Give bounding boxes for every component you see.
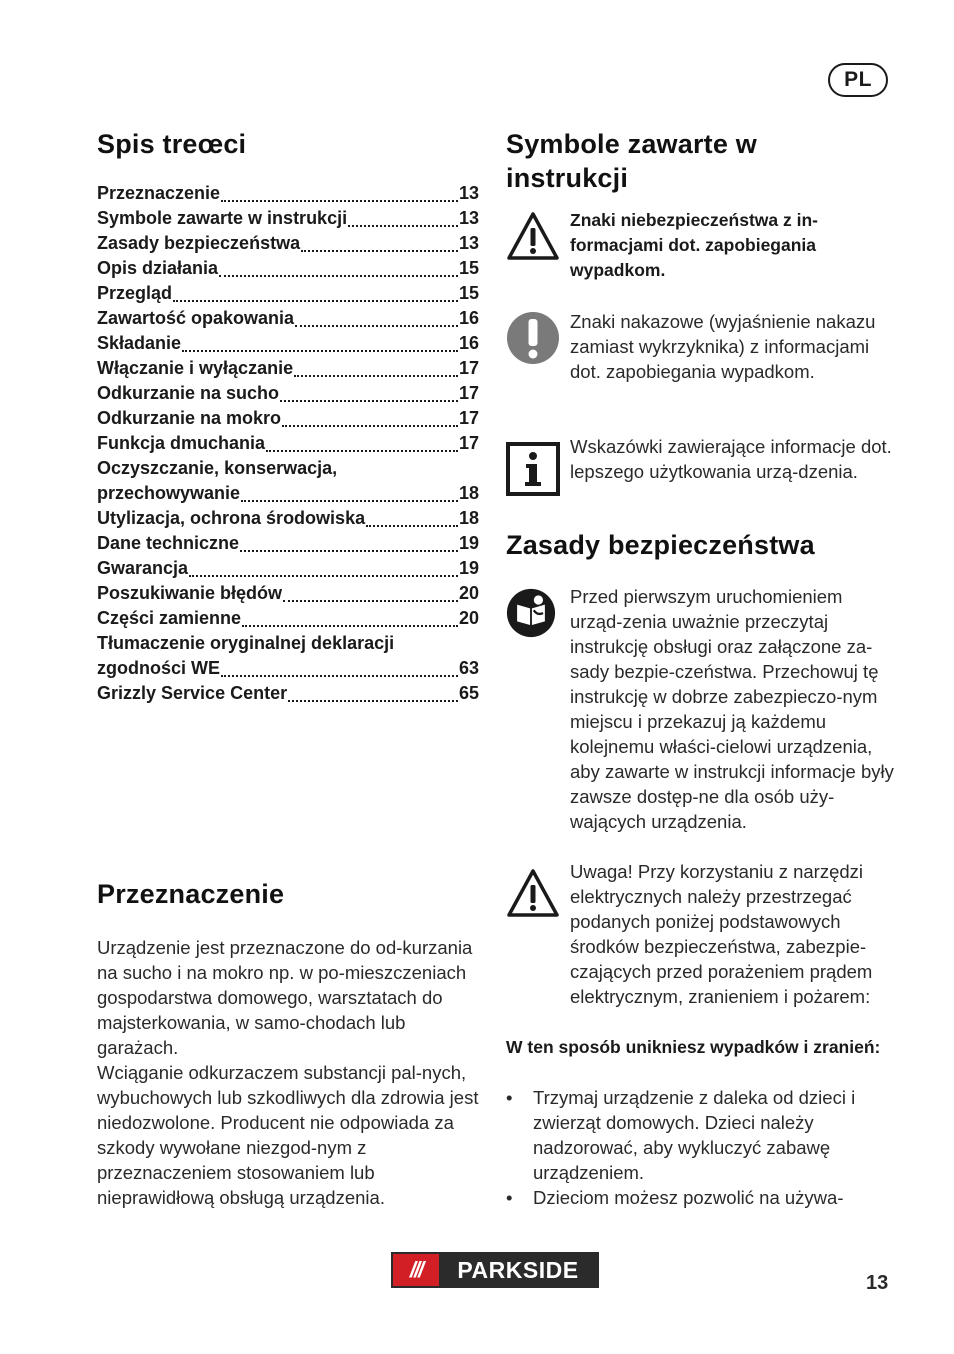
- toc-leader-dots: [294, 375, 458, 377]
- toc-entry-title: Zawartość opakowania: [97, 308, 295, 328]
- toc-entry-page: 16: [458, 308, 479, 328]
- toc-entry-page: 13: [458, 183, 479, 203]
- logo-stripes: ///: [393, 1254, 439, 1286]
- toc-entry[interactable]: [97, 483, 479, 508]
- toc-entry[interactable]: [97, 583, 479, 608]
- list-item: • Dzieciom możesz pozwolić na używa-: [506, 1185, 896, 1210]
- toc-entry-title: Funkcja dmuchania: [97, 433, 266, 453]
- toc-entry-page: 19: [458, 558, 479, 578]
- list-item: • Trzymaj urządzenie z daleka od dzieci i zwierząt domowych. Dzieci należy nadzorować, aby wykluczyć zabawę urządzeniem.: [506, 1085, 896, 1185]
- toc-leader-dots: [189, 575, 458, 577]
- warning-triangle-icon: [506, 210, 560, 264]
- toc-entry-title: Symbole zawarte w instrukcji: [97, 208, 348, 228]
- toc-entry-page: 13: [458, 233, 479, 253]
- toc-leader-dots: [283, 600, 458, 602]
- toc-entry-title: Opis działania: [97, 258, 219, 278]
- toc-entry-title: Przegląd: [97, 283, 173, 303]
- toc-entry[interactable]: [97, 308, 479, 333]
- toc-leader-dots: [280, 400, 458, 402]
- toc-entry[interactable]: [97, 533, 479, 558]
- safety-heading: Zasady bezpieczeństwa: [506, 530, 815, 560]
- toc-entry[interactable]: [97, 658, 479, 683]
- symbols-heading-line1: Symbole zawarte w: [506, 129, 757, 159]
- toc-entry-title: Składanie: [97, 333, 182, 353]
- toc-entry[interactable]: [97, 283, 479, 308]
- toc-entry-title: Włączanie i wyłączanie: [97, 358, 294, 378]
- symbols-heading-line2: instrukcji: [506, 163, 629, 193]
- caution-text: Uwaga! Przy korzystaniu z narzędzi elektrycznych należy przestrzegać podanych poniżej podstawowych środków bezpieczeństwa, zabezpie-czających przed porażeniem prądem elektrycznym, zranieniem i pożarem:: [570, 861, 873, 1007]
- toc-entry-page: 19: [458, 533, 479, 553]
- toc-entry-title: Zasady bezpieczeństwa: [97, 233, 301, 253]
- toc-entry[interactable]: [97, 258, 479, 283]
- toc-entry-title: Tłumaczenie oryginalnej deklaracji: [97, 633, 395, 653]
- toc-entry[interactable]: [97, 508, 479, 533]
- toc-entry[interactable]: [97, 608, 479, 633]
- toc-entry-page: 13: [458, 208, 479, 228]
- toc-entry-page: 18: [458, 508, 479, 528]
- toc-leader-dots: [282, 425, 458, 427]
- toc-leader-dots: [301, 250, 458, 252]
- toc-leader-dots: [221, 675, 458, 677]
- purpose-paragraph-1: Urządzenie jest przeznaczone do od-kurzania na sucho i na mokro np. w po-mieszczeniach gospodarstwa domowego, warsztatach do majsterkowania, w samo-chodach lub garażach.: [97, 937, 473, 1058]
- toc-leader-dots: [366, 525, 458, 527]
- toc-entry-title: Oczyszczanie, konserwacja,: [97, 458, 338, 478]
- toc-entry[interactable]: [97, 333, 479, 358]
- toc-entry-title: Grizzly Service Center: [97, 683, 288, 703]
- toc-leader-dots: [219, 275, 458, 277]
- toc-entry[interactable]: [97, 233, 479, 258]
- toc-entry-title: Dane techniczne: [97, 533, 240, 553]
- toc-entry-page: 15: [458, 258, 479, 278]
- toc-entry-title: Odkurzanie na mokro: [97, 408, 282, 428]
- toc-leader-dots: [173, 300, 458, 302]
- toc-entry-page: 17: [458, 433, 479, 453]
- toc-entry-page: 63: [458, 658, 479, 678]
- toc-entry[interactable]: [97, 208, 479, 233]
- toc-entry-page: 20: [458, 608, 479, 628]
- toc-entry[interactable]: [97, 358, 479, 383]
- read-manual-text: Przed pierwszym uruchomieniem urząd-zenia uważnie przeczytaj instrukcję obsługi oraz załączone za-sady bezpie-czeństwa. Przechowuj tę instrukcję w dobrze zabezpieczo-nym miejscu i przekazuj ją każdemu kolejnemu właści-cielowi urządzenia, aby zawarte w instrukcji informacje były zawsze dostęp-ne dla osób uży-wających urządzenia.: [570, 586, 894, 832]
- toc-entry-title: Odkurzanie na sucho: [97, 383, 280, 403]
- toc-entry-title: przechowywanie: [97, 483, 241, 503]
- parkside-logo: [391, 1252, 599, 1288]
- toc-entry-page: 65: [458, 683, 479, 703]
- toc-entry-page: 18: [458, 483, 479, 503]
- table-of-contents: [97, 183, 479, 708]
- language-badge: PL: [828, 63, 888, 97]
- toc-leader-dots: [266, 450, 458, 452]
- toc-entry-page: 20: [458, 583, 479, 603]
- toc-entry-title: Gwarancja: [97, 558, 189, 578]
- toc-leader-dots: [221, 200, 458, 202]
- accident-prevention-subheading: W ten sposób unikniesz wypadków i zranień:: [506, 1037, 881, 1057]
- logo-text: PARKSIDE: [457, 1256, 579, 1283]
- warning-triangle-icon: [506, 867, 560, 921]
- safety-bullet-list: [506, 1085, 896, 1210]
- toc-leader-dots: [348, 225, 458, 227]
- toc-entry[interactable]: [97, 558, 479, 583]
- toc-entry-title: Części zamienne: [97, 608, 242, 628]
- toc-entry-line: [97, 458, 479, 483]
- purpose-heading: Przeznaczenie: [97, 879, 285, 909]
- toc-entry-title: Utylizacja, ochrona środowiska: [97, 508, 366, 528]
- purpose-paragraph-2: Wciąganie odkurzaczem substancji pal-nych, wybuchowych lub szkodliwych dla zdrowia jest niedozwolone. Producent nie odpowiada za szkody wywołane niezgod-nym z przeznaczeniem stosowaniem lub nieprawidłową obsługą urządzenia.: [97, 1062, 479, 1208]
- toc-leader-dots: [288, 700, 458, 702]
- toc-entry-page: 17: [458, 408, 479, 428]
- symbols-heading: [506, 127, 757, 195]
- toc-entry[interactable]: [97, 683, 479, 708]
- toc-entry[interactable]: [97, 183, 479, 208]
- toc-entry-page: 16: [458, 333, 479, 353]
- mandatory-exclamation-icon: [506, 311, 560, 365]
- read-manual-icon: [506, 588, 556, 638]
- toc-entry-page: 17: [458, 358, 479, 378]
- warning-symbol-text: Znaki niebezpieczeństwa z in-formacjami dot. zapobiegania wypadkom.: [570, 210, 818, 280]
- toc-leader-dots: [295, 325, 458, 327]
- info-icon: [506, 442, 560, 496]
- toc-entry[interactable]: [97, 408, 479, 433]
- toc-entry-title: Przeznaczenie: [97, 183, 221, 203]
- toc-leader-dots: [242, 625, 458, 627]
- toc-entry-page: 17: [458, 383, 479, 403]
- toc-heading: Spis treœci: [97, 129, 247, 159]
- toc-entry-page: 15: [458, 283, 479, 303]
- toc-leader-dots: [241, 500, 458, 502]
- toc-leader-dots: [182, 350, 458, 352]
- toc-entry-title: Poszukiwanie błędów: [97, 583, 283, 603]
- toc-entry-line: [97, 633, 479, 658]
- toc-leader-dots: [240, 550, 458, 552]
- info-symbol-text: Wskazówki zawierające informacje dot. lepszego użytkowania urzą-dzenia.: [570, 436, 892, 482]
- page-number: 13: [866, 1272, 889, 1294]
- mandatory-symbol-text: Znaki nakazowe (wyjaśnienie nakazu zamiast wykrzyknika) z informacjami dot. zapobiegania wypadkom.: [570, 311, 876, 382]
- toc-entry[interactable]: [97, 433, 479, 458]
- toc-entry[interactable]: [97, 383, 479, 408]
- toc-entry-title: zgodności WE: [97, 658, 220, 678]
